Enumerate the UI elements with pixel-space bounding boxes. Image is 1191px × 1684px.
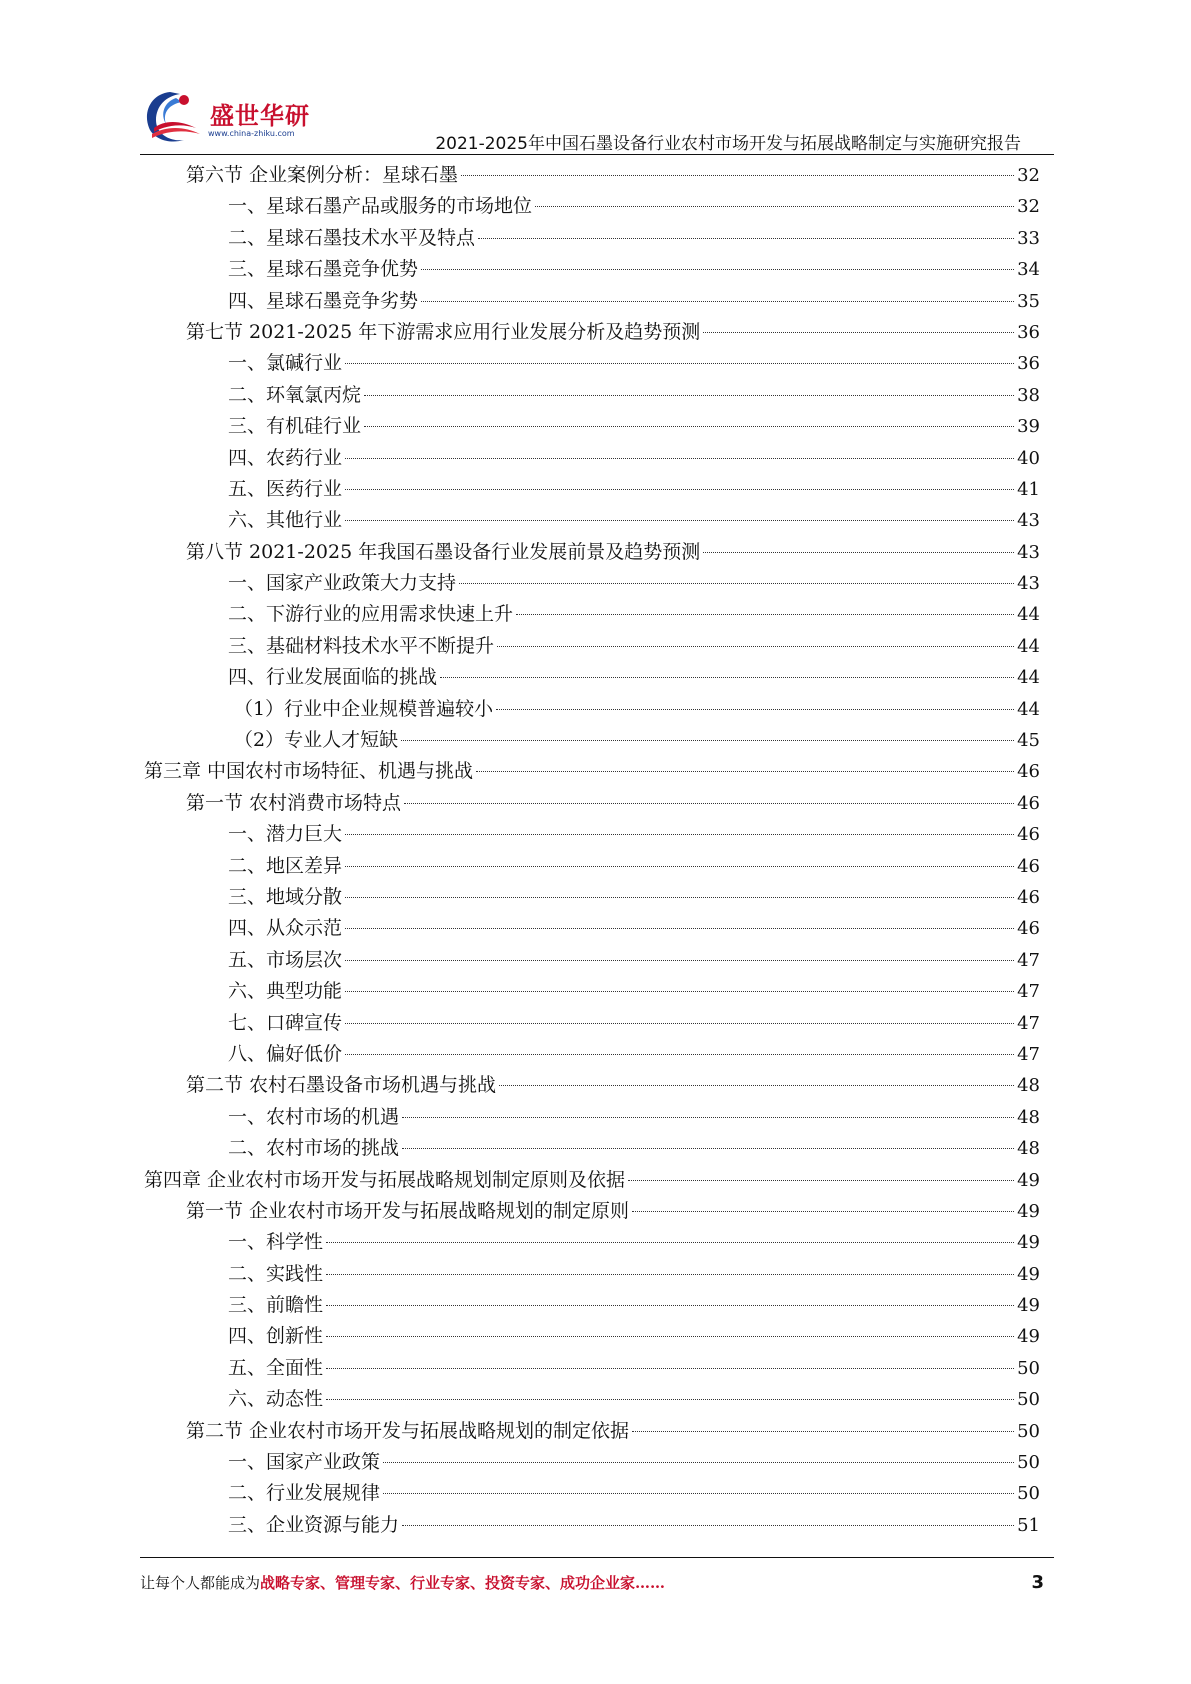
toc-entry-page: 43 [1017,510,1040,532]
toc-entry-page: 46 [1017,824,1040,846]
toc-dot-leader [345,520,1014,521]
page-footer [140,1572,1054,1596]
toc-dot-leader [497,646,1014,647]
toc-entry-title: 二、实践性 [228,1262,324,1285]
toc-entry[interactable] [140,317,1040,348]
toc-entry[interactable] [140,913,1040,944]
toc-dot-leader [703,332,1014,333]
toc-entry-page: 44 [1017,604,1040,626]
toc-entry-title: 四、星球石墨竞争劣势 [228,289,419,312]
toc-entry-title: 第二节 农村石墨设备市场机遇与挑战 [186,1074,497,1097]
toc-entry-page: 35 [1017,290,1040,312]
toc-entry[interactable] [140,1321,1040,1352]
toc-entry[interactable] [140,537,1040,568]
toc-entry-page: 49 [1017,1326,1040,1348]
toc-entry-page: 44 [1017,667,1040,689]
toc-dot-leader [516,614,1014,615]
toc-entry-title: 第三章 中国农村市场特征、机遇与挑战 [144,760,474,783]
toc-dot-leader [326,1242,1014,1243]
brand-url: www.china-zhiku.com [208,129,295,138]
toc-entry-page: 39 [1017,416,1040,438]
toc-entry-title: 二、下游行业的应用需求快速上升 [228,603,514,626]
toc-entry-title: 二、地区差异 [228,854,343,877]
toc-entry-title: 三、企业资源与能力 [228,1513,400,1536]
toc-entry-title: 二、农村市场的挑战 [228,1137,400,1160]
toc-entry[interactable] [140,851,1040,882]
toc-entry-title: 六、典型功能 [228,980,343,1003]
toc-entry[interactable] [140,568,1040,599]
toc-entry-title: 二、行业发展规律 [228,1482,381,1505]
toc-entry-page: 47 [1017,981,1040,1003]
toc-entry[interactable] [140,945,1040,976]
toc-entry-page: 40 [1017,447,1040,469]
toc-entry-page: 46 [1017,886,1040,908]
toc-entry[interactable] [140,411,1040,442]
toc-entry-page: 50 [1017,1483,1040,1505]
toc-entry-page: 48 [1017,1138,1040,1160]
toc-entry-page: 46 [1017,918,1040,940]
toc-entry-title: 一、星球石墨产品或服务的市场地位 [228,195,533,218]
toc-dot-leader [345,1054,1014,1055]
toc-entry[interactable] [140,1196,1040,1227]
toc-entry-title: 三、前瞻性 [228,1294,324,1317]
toc-entry-page: 45 [1017,730,1040,752]
toc-entry-title: 第四章 企业农村市场开发与拓展战略规划制定原则及依据 [144,1168,626,1191]
toc-entry-title: 一、潜力巨大 [228,823,343,846]
toc-entry[interactable] [140,1133,1040,1164]
toc-dot-leader [499,1085,1014,1086]
toc-entry[interactable] [140,1353,1040,1384]
table-of-contents [140,160,1040,1541]
toc-entry-page: 47 [1017,1043,1040,1065]
toc-entry-title: 一、国家产业政策大力支持 [228,572,457,595]
toc-entry-page: 49 [1017,1232,1040,1254]
toc-entry-page: 43 [1017,573,1040,595]
toc-entry-title: 六、其他行业 [228,509,343,532]
footer-slogan-highlight: 战略专家、管理专家、行业专家、投资专家、成功企业家…… [260,1574,666,1592]
header-divider [140,154,1054,155]
toc-entry-title: 三、地域分散 [228,885,343,908]
toc-entry[interactable] [140,1510,1040,1541]
toc-entry-page: 50 [1017,1452,1040,1474]
toc-entry-title: （1）行业中企业规模普遍较小 [234,697,494,720]
toc-entry-page: 50 [1017,1420,1040,1442]
toc-dot-leader [364,426,1014,427]
toc-dot-leader [345,960,1014,961]
toc-entry-title: 三、基础材料技术水平不断提升 [228,634,495,657]
toc-entry-title: 一、氯碱行业 [228,352,343,375]
toc-entry-page: 41 [1017,478,1040,500]
toc-entry[interactable] [140,819,1040,850]
toc-entry[interactable] [140,788,1040,819]
toc-entry-title: 第六节 企业案例分析：星球石墨 [186,164,459,186]
toc-entry[interactable] [140,599,1040,630]
toc-dot-leader [421,301,1014,302]
footer-divider [140,1557,1054,1558]
toc-entry-page: 49 [1017,1200,1040,1222]
toc-dot-leader [345,866,1014,867]
toc-entry[interactable] [140,694,1040,725]
toc-entry[interactable] [140,191,1040,222]
toc-entry-title: 一、国家产业政策 [228,1451,381,1474]
toc-entry-title: 五、全面性 [228,1356,324,1379]
toc-dot-leader [402,1525,1014,1526]
toc-entry[interactable] [140,756,1040,787]
toc-entry[interactable] [140,254,1040,285]
toc-dot-leader [496,709,1014,710]
toc-dot-leader [401,740,1014,741]
toc-entry[interactable] [140,1447,1040,1478]
toc-entry[interactable] [140,725,1040,756]
toc-dot-leader [326,1399,1014,1400]
page-number: 3 [1031,1572,1044,1593]
toc-entry-title: 第七节 2021-2025 年下游需求应用行业发展分析及趋势预测 [186,320,701,343]
toc-dot-leader [628,1180,1014,1181]
toc-dot-leader [535,206,1014,207]
toc-entry[interactable] [140,1039,1040,1070]
toc-dot-leader [326,1336,1014,1337]
toc-entry[interactable] [140,380,1040,411]
toc-entry[interactable] [140,160,1040,191]
toc-entry-page: 49 [1017,1169,1040,1191]
toc-entry-title: 八、偏好低价 [228,1042,343,1065]
toc-entry[interactable] [140,1290,1040,1321]
toc-dot-leader [703,552,1014,553]
toc-entry-page: 48 [1017,1075,1040,1097]
footer-slogan-prefix: 让每个人都能成为 [140,1574,261,1592]
toc-entry-title: 五、医药行业 [228,477,343,500]
toc-dot-leader [345,991,1014,992]
toc-entry-title: 第一节 企业农村市场开发与拓展战略规划的制定原则 [186,1199,630,1222]
toc-entry-title: 三、有机硅行业 [228,415,362,438]
toc-entry-page: 50 [1017,1389,1040,1411]
toc-entry-page: 32 [1017,196,1040,218]
toc-dot-leader [345,834,1014,835]
toc-entry[interactable] [140,474,1040,505]
toc-entry[interactable] [140,1478,1040,1509]
toc-entry-title: 四、创新性 [228,1325,324,1348]
toc-entry[interactable] [140,1259,1040,1290]
toc-entry-title: 第八节 2021-2025 年我国石墨设备行业发展前景及趋势预测 [186,540,701,563]
toc-entry[interactable] [140,631,1040,662]
toc-entry[interactable] [140,882,1040,913]
brand-name: 盛世华研 [210,102,310,130]
toc-entry-page: 43 [1017,541,1040,563]
toc-entry-title: 六、动态性 [228,1388,324,1411]
toc-dot-leader [345,1023,1014,1024]
toc-dot-leader [345,458,1014,459]
toc-dot-leader [421,269,1014,270]
toc-entry-page: 50 [1017,1357,1040,1379]
toc-entry-page: 48 [1017,1106,1040,1128]
toc-entry[interactable] [140,1008,1040,1039]
toc-entry-page: 51 [1017,1514,1040,1536]
toc-entry-page: 46 [1017,761,1040,783]
toc-entry[interactable] [140,1384,1040,1415]
toc-dot-leader [476,771,1014,772]
toc-entry-title: 三、星球石墨竞争优势 [228,258,419,281]
toc-dot-leader [383,1493,1014,1494]
toc-dot-leader [345,928,1014,929]
toc-entry-title: 第二节 企业农村市场开发与拓展战略规划的制定依据 [186,1419,630,1442]
toc-entry[interactable] [140,1416,1040,1447]
toc-dot-leader [345,363,1014,364]
toc-dot-leader [402,1148,1014,1149]
toc-dot-leader [632,1431,1014,1432]
toc-entry-page: 33 [1017,227,1040,249]
toc-entry[interactable] [140,443,1040,474]
toc-entry[interactable] [140,223,1040,254]
toc-dot-leader [364,395,1014,396]
toc-dot-leader [440,677,1014,678]
toc-dot-leader [345,897,1014,898]
toc-dot-leader [404,803,1014,804]
toc-entry-title: （2）专业人才短缺 [234,729,399,752]
toc-entry-title: 四、农药行业 [228,446,343,469]
toc-entry[interactable] [140,662,1040,693]
toc-entry-page: 38 [1017,384,1040,406]
toc-entry[interactable] [140,1165,1040,1196]
toc-entry-title: 二、环氧氯丙烷 [228,383,362,406]
page-header [0,0,1191,160]
toc-entry-page: 32 [1017,165,1040,186]
toc-dot-leader [383,1462,1014,1463]
toc-entry-page: 34 [1017,259,1040,281]
toc-dot-leader [345,489,1014,490]
toc-entry-title: 第一节 农村消费市场特点 [186,791,402,814]
toc-entry-page: 46 [1017,855,1040,877]
toc-entry-page: 36 [1017,321,1040,343]
toc-entry[interactable] [140,1070,1040,1101]
toc-entry-page: 49 [1017,1295,1040,1317]
toc-dot-leader [326,1274,1014,1275]
toc-dot-leader [632,1211,1014,1212]
toc-entry-page: 49 [1017,1263,1040,1285]
toc-dot-leader [461,175,1014,176]
toc-dot-leader [326,1305,1014,1306]
toc-entry[interactable] [140,286,1040,317]
toc-entry[interactable] [140,976,1040,1007]
toc-dot-leader [478,238,1014,239]
toc-entry-title: 一、农村市场的机遇 [228,1105,400,1128]
toc-entry-page: 46 [1017,792,1040,814]
toc-entry-page: 47 [1017,949,1040,971]
toc-entry[interactable] [140,1227,1040,1258]
toc-entry-title: 二、星球石墨技术水平及特点 [228,226,476,249]
toc-entry[interactable] [140,505,1040,536]
toc-dot-leader [459,583,1014,584]
toc-dot-leader [402,1117,1014,1118]
toc-entry-title: 四、从众示范 [228,917,343,940]
toc-entry[interactable] [140,1102,1040,1133]
toc-dot-leader [326,1368,1014,1369]
toc-entry-page: 44 [1017,698,1040,720]
toc-entry-title: 一、科学性 [228,1231,324,1254]
toc-entry-title: 五、市场层次 [228,948,343,971]
toc-entry-page: 36 [1017,353,1040,375]
toc-entry-title: 四、行业发展面临的挑战 [228,666,438,689]
toc-entry-title: 七、口碑宣传 [228,1011,343,1034]
toc-entry-page: 47 [1017,1012,1040,1034]
report-title: 2021-2025年中国石墨设备行业农村市场开发与拓展战略制定与实施研究报告 [435,134,1021,154]
toc-entry[interactable] [140,348,1040,379]
toc-entry-page: 44 [1017,635,1040,657]
